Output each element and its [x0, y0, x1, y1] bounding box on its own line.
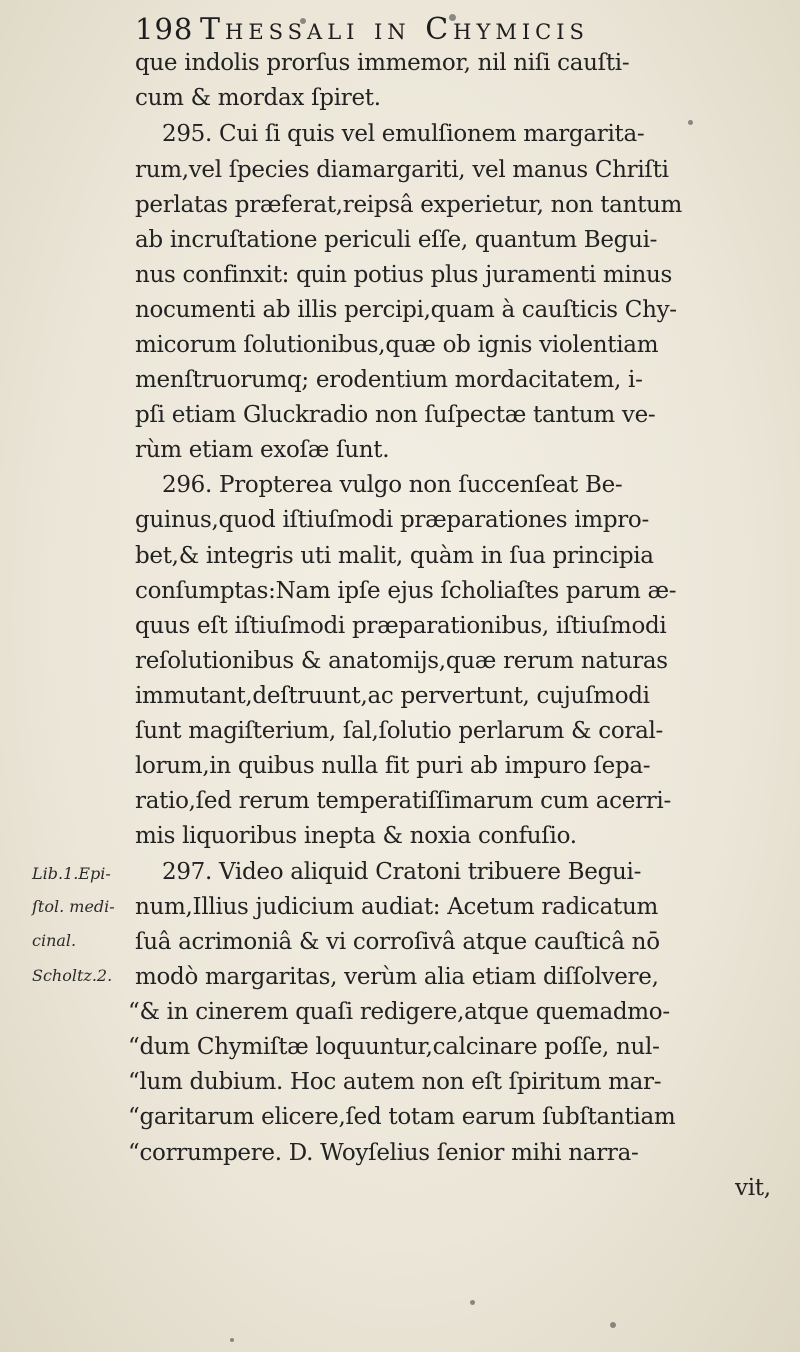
text-line: immutant,deſtruunt,ac pervertunt, cujuſmodi [135, 683, 650, 709]
text-line: mis liquoribus inepta & noxia confuſio. [135, 823, 577, 849]
text-line: perlatas præferat,reipsâ experietur, non tantum [135, 192, 683, 218]
text-line: “garitarum elicere,ſed totam earum ſubſtantiam [128, 1104, 676, 1130]
text-line: cum & mordax ſpiret. [135, 85, 381, 111]
text-line: modò margaritas, verùm alia etiam diſſolvere, [135, 964, 659, 990]
text-line: micorum ſolutionibus,quæ ob ignis violentiam [135, 332, 659, 358]
text-line: quus eſt iſtiuſmodi præparationibus, iſtiuſmodi [135, 613, 667, 639]
text-line: 297. Video aliquid Cratoni tribuere Begui- [162, 859, 642, 885]
scan-speck [230, 1338, 234, 1342]
margin-note: ſtol. medi- [32, 897, 115, 916]
margin-note: Scholtz.2. [32, 966, 113, 985]
text-line: guinus,quod iſtiuſmodi præparationes impro- [135, 507, 649, 533]
text-line: rum,vel ſpecies diamargariti, vel manus Chriſti [135, 157, 669, 183]
text-line: nus confinxit: quin potius plus juramenti minus [135, 262, 673, 288]
text-line: “corrumpere. D. Woyſelius ſenior mihi narra- [128, 1140, 639, 1166]
text-line: pſi etiam Gluckradio non ſuſpectæ tantum ve- [135, 402, 656, 428]
text-line: menſtruorumq; erodentium mordacitatem, i- [135, 367, 643, 393]
text-line: conſumptas:Nam ipſe ejus ſcholiaſtes parum æ- [135, 578, 677, 604]
text-line: “lum dubium. Hoc autem non eſt ſpiritum mar- [128, 1069, 662, 1095]
text-line: nocumenti ab illis percipi,quam à cauſticis Chy- [135, 297, 677, 323]
text-line: “& in cinerem quaſi redigere,atque quemadmo- [128, 999, 670, 1025]
margin-note: cinal. [32, 931, 77, 950]
scan-speck [610, 1322, 616, 1328]
text-line: rùm etiam exoſæ ſunt. [135, 437, 390, 463]
text-line: ſuâ acrimoniâ & vi corroſivâ atque cauſticâ nō [135, 929, 660, 955]
scan-speck [688, 120, 693, 125]
scan-speck [470, 1300, 475, 1305]
page-number: 198 [135, 12, 194, 46]
text-line: reſolutionibus & anatomijs,quæ rerum naturas [135, 648, 668, 674]
text-line: ratio,ſed rerum temperatiſſimarum cum acerri- [135, 788, 671, 814]
text-line: 296. Propterea vulgo non ſuccenſeat Be- [162, 472, 623, 498]
text-line: ab incruſtatione periculi eſſe, quantum Begui- [135, 227, 658, 253]
text-line: “dum Chymiſtæ loquuntur,calcinare poſſe, nul- [128, 1034, 660, 1060]
text-line: vit, [735, 1175, 771, 1201]
text-line: lorum,in quibus nulla fit puri ab impuro ſepa- [135, 753, 651, 779]
text-line: 295. Cui ſi quis vel emulſionem margarita- [162, 121, 645, 147]
text-line: que indolis prorſus immemor, nil niſi cauſti- [135, 50, 630, 76]
text-line: num,Illius judicium audiat: Acetum radicatum [135, 894, 658, 920]
text-line: ſunt magiſterium, ſal,ſolutio perlarum & coral- [135, 718, 664, 744]
text-line: bet,& integris uti malit, quàm in ſua principia [135, 543, 654, 569]
margin-note: Lib.1.Epi- [32, 864, 111, 883]
running-title: Thessali in Chymicis [200, 12, 589, 47]
